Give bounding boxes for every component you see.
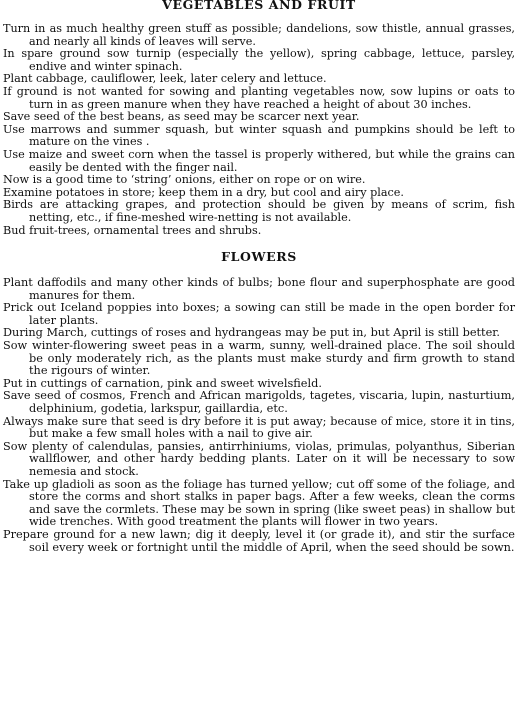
vegetables-list	[3, 23, 515, 237]
list-item: Use marrows and summer squash, but winter squash and pumpkins should be left to mature on the vines .	[3, 122, 515, 149]
list-item: Plant daffodils and many other kinds of bulbs; bone flour and superphosphate are good manures for them.	[3, 276, 515, 302]
list-item: Sow winter-flowering sweet peas in a warm, sunny, well-drained place. The soil should be only moderately rich, as the plants must make sturdy and firm growth to stand the rigours of winter.	[3, 339, 515, 378]
list-item: Sow plenty of calendulas, pansies, antirrhiniums, violas, primulas, polyanthus, Siberian wallflower, and other hardy bedding plants. Later on it will be necessary to sow nemesia and stock.	[3, 439, 515, 478]
list-item: Prick out Iceland poppies into boxes; a sowing can still be made in the open border for later plants.	[3, 301, 515, 327]
list-item: Save seed of the best beans, as seed may be scarcer next year.	[3, 110, 360, 124]
list-item: Now is a good time to ‘string’ onions, either on rope or on wire.	[3, 173, 366, 187]
list-item: Take up gladioli as soon as the foliage has turned yellow; cut off some of the foliage, and store the corms and short stalks in paper bags. After a few weeks, clean the corms and save the cormlets. These may be sown in spring (like sweet peas) in shallow but wide trenches. With good treatment the plants will flower in two years.	[3, 477, 515, 529]
list-item: During March, cuttings of roses and hydrangeas may be put in, but April is still better.	[3, 326, 501, 340]
list-item: Always make sure that seed is dry before it is put away; because of mice, store it in tins, but make a few small holes with a nail to give air.	[3, 414, 515, 441]
list-item: Turn in as much healthy green stuff as possible; dandelions, sow thistle, annual grasses, and nearly all kinds of leaves will serve.	[3, 22, 515, 48]
list-item: Bud fruit-trees, ornamental trees and shrubs.	[3, 223, 262, 237]
list-item: If ground is not wanted for sowing and planting vegetables now, sow lupins or oats to turn in as green manure when they have reached a height of about 30 inches.	[3, 84, 515, 111]
section-heading-vegetables: VEGETABLES AND FRUIT	[162, 0, 356, 12]
list-item: Use maize and sweet corn when the tassel is properly withered, but while the grains can easily be dented with the finger nail.	[3, 147, 515, 174]
list-item: In spare ground sow turnip (especially the yellow), spring cabbage, lettuce, parsley, endive and winter spinach.	[3, 47, 515, 73]
list-item: Birds are attacking grapes, and protection should be given by means of scrim, fish netting, etc., if fine-meshed wire-netting is not available.	[3, 198, 515, 224]
list-item: Examine potatoes in store; keep them in a dry, but cool and airy place.	[3, 185, 404, 199]
list-item: Put in cuttings of carnation, pink and sweet wivelsfield.	[3, 376, 322, 390]
list-item: Plant cabbage, cauliflower, leek, later celery and lettuce.	[3, 72, 327, 86]
list-item: Save seed of cosmos, French and African marigolds, tagetes, viscaria, lupin, nasturtium, delphinium, godetia, larkspur, gaillardia, etc.	[3, 389, 515, 416]
flowers-list	[3, 277, 515, 554]
list-item: Prepare ground for a new lawn; dig it deeply, level it (or grade it), and stir the surface soil every week or fortnight until the middle of April, when the seed should be sown.	[3, 527, 515, 554]
section-heading-flowers: FLOWERS	[221, 249, 297, 265]
